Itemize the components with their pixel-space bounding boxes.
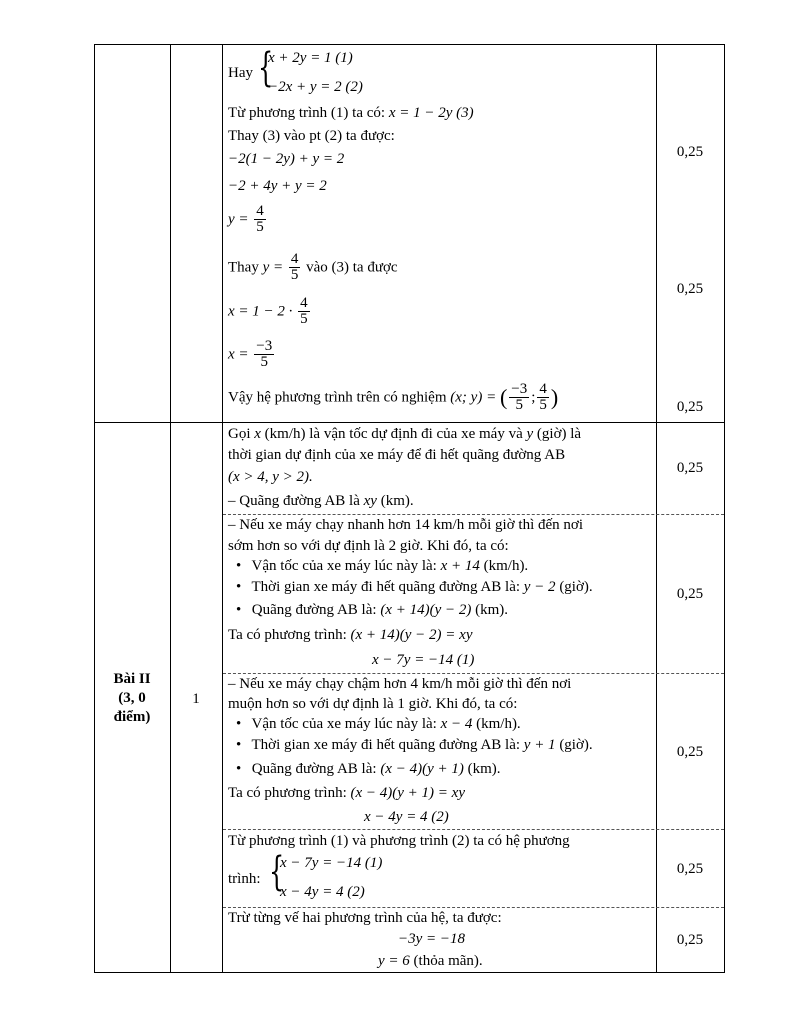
r1-line1 bbox=[228, 425, 581, 443]
text: Thời gian xe máy đi hết quãng đường AB là: bbox=[251, 579, 521, 595]
score-cell: 0,25 bbox=[676, 586, 704, 602]
table-row-divider bbox=[94, 422, 725, 423]
r2-bullet1 bbox=[236, 557, 528, 575]
text: Quãng đường AB là: bbox=[251, 602, 377, 618]
r3-line2: muộn hơn so với dự định là 1 giờ. Khi đó, ta có: bbox=[228, 696, 518, 712]
paren-close: ) bbox=[550, 384, 559, 410]
text: (km/h). bbox=[476, 716, 521, 732]
table-border-left bbox=[94, 44, 95, 973]
system1-eq2: −2x + y = 2 (2) bbox=[268, 79, 363, 95]
x-result-line bbox=[228, 339, 276, 370]
text: (giờ) là bbox=[536, 426, 582, 442]
bullet-icon: • bbox=[236, 558, 242, 574]
bullet-icon: • bbox=[236, 602, 242, 618]
conclusion-line bbox=[228, 382, 558, 413]
text: – Quãng đường AB là bbox=[228, 493, 360, 509]
math: y = 6 bbox=[378, 953, 410, 969]
x-calc-pre: x = 1 − 2 · bbox=[228, 303, 293, 320]
text: Vận tốc của xe máy lúc này là: bbox=[251, 558, 437, 574]
fraction-denominator: 5 bbox=[300, 311, 308, 327]
r1-line2: thời gian dự định của xe máy để đi hết quãng đường AB bbox=[228, 447, 566, 463]
bullet-icon: • bbox=[236, 761, 242, 777]
fraction-numerator: 4 bbox=[256, 203, 264, 219]
r2-line2: sớm hơn so với dự định là 2 giờ. Khi đó, ta có: bbox=[228, 538, 509, 554]
subrow-divider-1 bbox=[223, 514, 724, 515]
table-border-col4 bbox=[656, 44, 657, 973]
y-result-lhs: y = bbox=[228, 211, 249, 228]
math: y − 2 bbox=[523, 579, 556, 595]
table-border-col2 bbox=[170, 44, 171, 973]
fraction-4-5 bbox=[289, 252, 301, 283]
text: (km). bbox=[380, 493, 414, 509]
conclusion-text: Vậy hệ phương trình trên có nghiệm bbox=[228, 389, 447, 406]
thay-y-pre: Thay bbox=[228, 259, 259, 276]
table-border-bottom bbox=[94, 972, 725, 973]
system-brace: { bbox=[258, 45, 274, 91]
fraction-numerator: −3 bbox=[256, 338, 273, 354]
score-cell: 0,25 bbox=[676, 281, 704, 297]
bullet-icon: • bbox=[236, 579, 242, 595]
step-a: −2(1 − 2y) + y = 2 bbox=[228, 151, 345, 167]
fraction-numerator: 4 bbox=[290, 251, 299, 267]
math: (x − 4)(y + 1) bbox=[380, 761, 464, 777]
x-result-lhs: x = bbox=[228, 346, 249, 363]
math: (x + 14)(y − 2) = xy bbox=[350, 627, 473, 643]
score-cell: 0,25 bbox=[676, 744, 704, 760]
text: Thời gian xe máy đi hết quãng đường AB là: bbox=[251, 737, 521, 753]
score-cell: 0,25 bbox=[676, 460, 704, 476]
fraction-neg3-5 bbox=[254, 339, 274, 370]
r1-line4 bbox=[228, 492, 414, 510]
r2-equation-line bbox=[228, 626, 472, 644]
system1-eq1: x + 2y = 1 (1) bbox=[268, 50, 353, 66]
r2-result-eq: x − 7y = −14 (1) bbox=[372, 652, 475, 668]
r3-bullet3 bbox=[236, 760, 501, 778]
math: x + 14 bbox=[440, 558, 480, 574]
bullet-icon: • bbox=[236, 737, 242, 753]
table-border-right bbox=[724, 44, 725, 973]
subrow-divider-2 bbox=[223, 673, 724, 674]
score-cell: 0,25 bbox=[676, 861, 704, 877]
math: y bbox=[526, 426, 534, 442]
from-eq1-text: Từ phương trình (1) ta có: bbox=[228, 105, 386, 121]
thay-y-post: vào (3) ta được bbox=[306, 259, 398, 276]
math: x bbox=[254, 426, 261, 442]
text: (km). bbox=[467, 761, 501, 777]
thay-y-line bbox=[228, 252, 398, 283]
subrow-divider-3 bbox=[223, 829, 724, 830]
substitute-line: Thay (3) vào pt (2) ta được: bbox=[228, 128, 395, 144]
x-calc-line bbox=[228, 296, 312, 327]
r4-eq1: x − 7y = −14 (1) bbox=[280, 855, 383, 871]
text: (km). bbox=[475, 602, 509, 618]
math: (x − 4)(y + 1) = xy bbox=[350, 785, 465, 801]
problem-title: Bài II bbox=[113, 671, 151, 687]
r5-eq1: −3y = −18 bbox=[398, 931, 466, 947]
fraction-4-5 bbox=[537, 382, 549, 413]
from-eq1-line bbox=[228, 104, 474, 122]
problem-label bbox=[94, 670, 170, 727]
text: Vận tốc của xe máy lúc này là: bbox=[251, 716, 437, 732]
part-number: 1 bbox=[192, 691, 200, 707]
math: (x + 14)(y − 2) bbox=[380, 602, 472, 618]
fraction-4-5 bbox=[254, 204, 266, 235]
r4-eq2: x − 4y = 4 (2) bbox=[280, 884, 365, 900]
bullet-icon: • bbox=[236, 716, 242, 732]
table-border-col3 bbox=[222, 44, 223, 973]
text: (km/h) là vận tốc dự định đi của xe máy và bbox=[264, 426, 523, 442]
r3-bullet2 bbox=[236, 736, 593, 754]
hay-label: Hay bbox=[228, 65, 253, 81]
r2-bullet3 bbox=[236, 601, 508, 619]
fraction-numerator: 4 bbox=[539, 381, 547, 397]
table-border-top bbox=[94, 44, 725, 45]
r3-line1: – Nếu xe máy chạy chậm hơn 4 km/h mỗi giờ thì đến nơi bbox=[228, 676, 572, 692]
conclusion-math: (x; y) = bbox=[450, 389, 497, 406]
text: (thỏa mãn). bbox=[413, 953, 483, 969]
math: y + 1 bbox=[523, 737, 556, 753]
fraction-denominator: 5 bbox=[515, 397, 524, 413]
text: Quãng đường AB là: bbox=[251, 761, 377, 777]
math: x − 4 bbox=[440, 716, 473, 732]
fraction-neg3-5 bbox=[509, 382, 529, 413]
subrow-divider-4 bbox=[223, 907, 724, 908]
r5-eq2 bbox=[378, 952, 483, 970]
r2-line1: – Nếu xe máy chạy nhanh hơn 14 km/h mỗi giờ thì đến nơi bbox=[228, 517, 583, 533]
fraction-denominator: 5 bbox=[539, 397, 547, 413]
fraction-denominator: 5 bbox=[256, 219, 264, 235]
text: (giờ). bbox=[559, 737, 593, 753]
fraction-numerator: 4 bbox=[300, 295, 308, 311]
r2-bullet2 bbox=[236, 578, 593, 596]
text: Gọi bbox=[228, 426, 251, 442]
problem-points: (3, 0 bbox=[118, 690, 146, 706]
y-result-line bbox=[228, 204, 268, 235]
r3-bullet1 bbox=[236, 715, 521, 733]
score-cell: 0,25 bbox=[676, 144, 704, 160]
text: Ta có phương trình: bbox=[228, 785, 347, 801]
problem-unit: điểm) bbox=[113, 709, 151, 725]
r1-line3: (x > 4, y > 2). bbox=[228, 469, 313, 485]
fraction-denominator: 5 bbox=[290, 267, 299, 283]
r3-result-eq: x − 4y = 4 (2) bbox=[364, 809, 449, 825]
r5-line1: Trừ từng vế hai phương trình của hệ, ta được: bbox=[228, 910, 502, 926]
r4-line1: Từ phương trình (1) và phương trình (2) ta có hệ phương bbox=[228, 833, 570, 849]
r3-equation-line bbox=[228, 784, 465, 802]
fraction-denominator: 5 bbox=[260, 354, 269, 370]
score-cell: 0,25 bbox=[676, 932, 704, 948]
from-eq1-math: x = 1 − 2y (3) bbox=[388, 105, 474, 121]
text: (km/h). bbox=[483, 558, 529, 574]
semicolon: ; bbox=[531, 389, 536, 406]
thay-y-eq: y = bbox=[262, 259, 284, 276]
step-b: −2 + 4y + y = 2 bbox=[228, 178, 327, 194]
fraction-numerator: −3 bbox=[511, 381, 528, 397]
fraction-4-5 bbox=[298, 296, 310, 327]
text: (giờ). bbox=[559, 579, 593, 595]
text: Ta có phương trình: bbox=[228, 627, 347, 643]
r4-line2: trình: bbox=[228, 871, 261, 887]
score-cell: 0,25 bbox=[676, 399, 704, 415]
system-brace: { bbox=[269, 849, 285, 895]
math: xy bbox=[363, 493, 377, 509]
paren-open: ( bbox=[499, 384, 508, 410]
